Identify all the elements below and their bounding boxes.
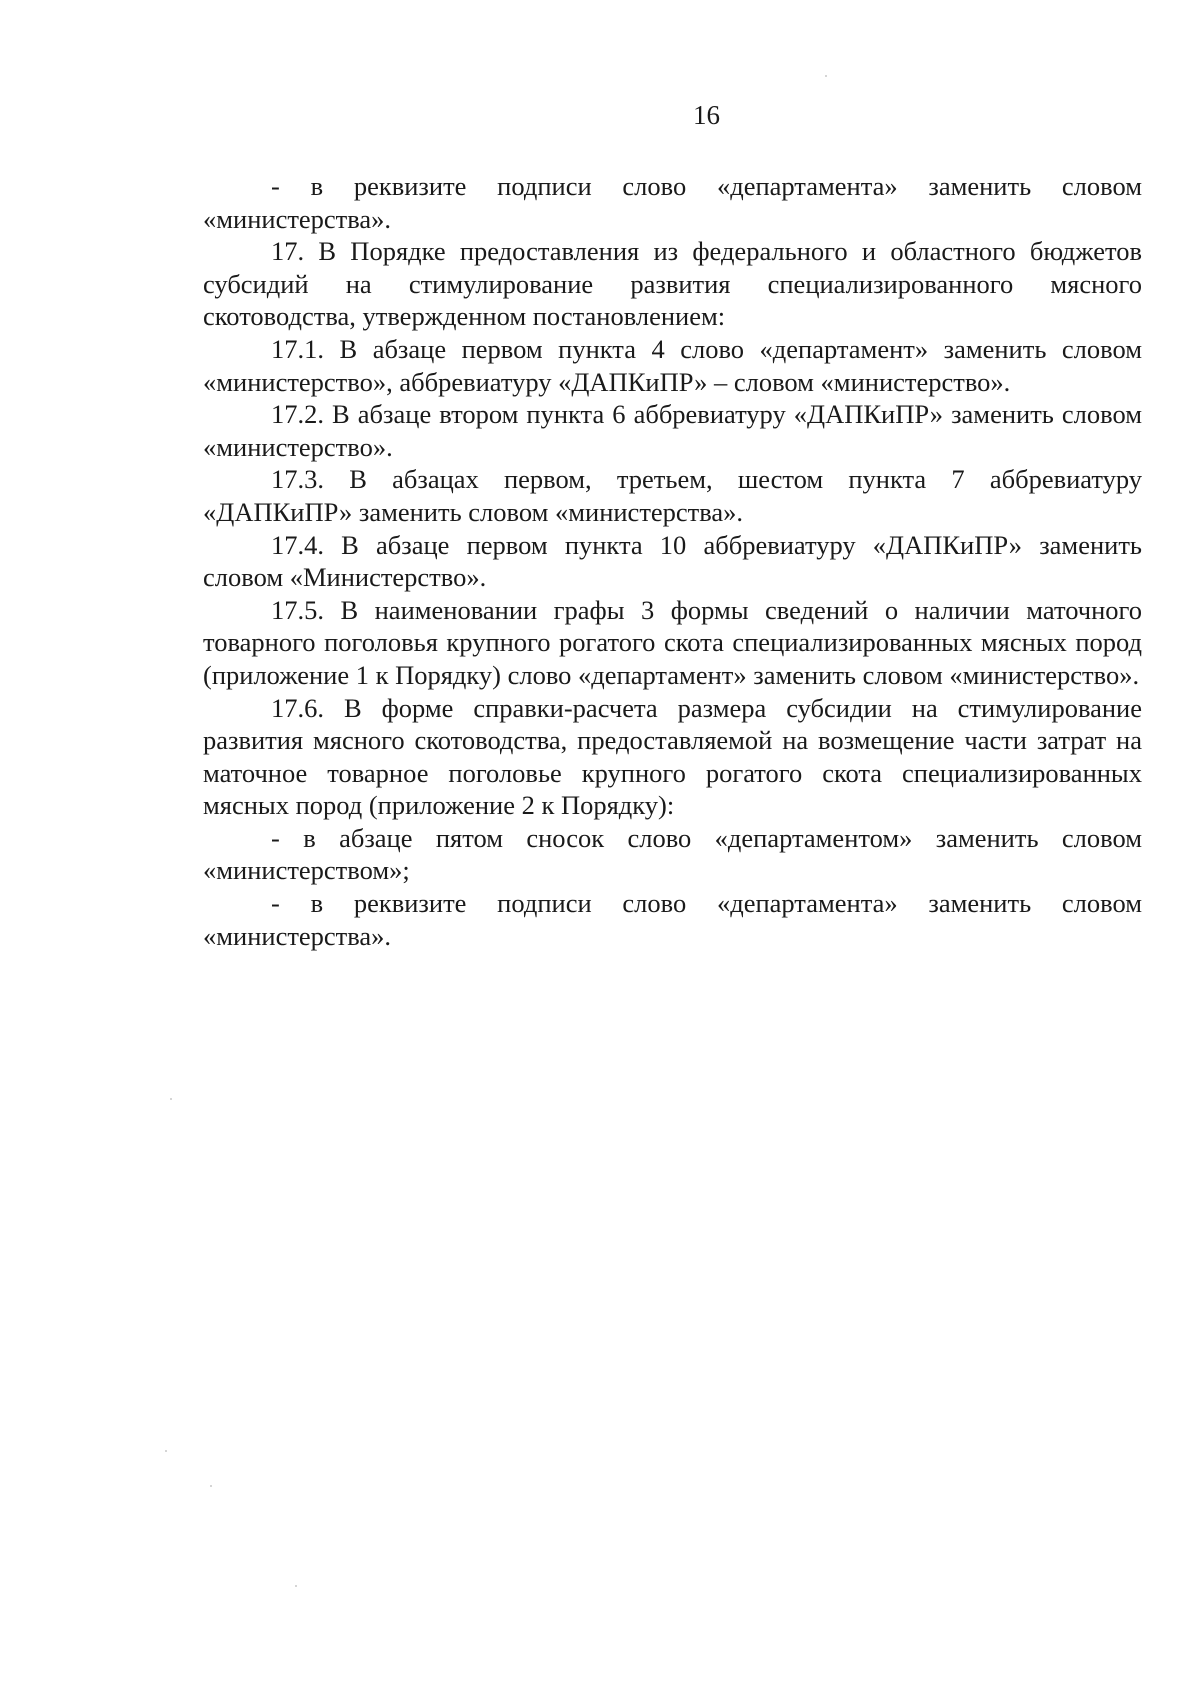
document-body	[203, 170, 1142, 952]
paragraph-item-17-3: 17.3. В абзацах первом, третьем, шестом пункта 7 аббревиатуру «ДАПКиПР» заменить словом «министерства».	[203, 464, 1142, 527]
paragraph-signature-change: - в реквизите подписи слово «департамента» заменить словом «министерства».	[203, 171, 1142, 234]
scan-speck	[165, 1450, 167, 1452]
scan-speck	[825, 75, 827, 77]
paragraph-item-17-2: 17.2. В абзаце втором пункта 6 аббревиатуру «ДАПКиПР» заменить словом «министерство».	[203, 399, 1142, 462]
paragraph-item-17-1: 17.1. В абзаце первом пункта 4 слово «департамент» заменить словом «министерство», аббревиатуру «ДАПКиПР» – словом «министерство».	[203, 333, 1142, 397]
page-number: 16	[693, 100, 720, 130]
paragraph-signature-change-final: - в реквизите подписи слово «департамента» заменить словом «министерства».	[203, 888, 1142, 951]
scan-speck	[170, 1098, 172, 1100]
paragraph-footnote-change: - в абзаце пятом сносок слово «департаментом» заменить словом «министерством»;	[203, 822, 1142, 886]
paragraph-item-17-5: 17.5. В наименовании графы 3 формы сведений о наличии маточного товарного поголовья крупного рогатого скота специализированных мясных пород (приложение 1 к Порядку) слово «департамент» заменить словом «министерство».	[203, 594, 1142, 690]
paragraph-item-17-4: 17.4. В абзаце первом пункта 10 аббревиатуру «ДАПКиПР» заменить словом «Министерство».	[203, 529, 1142, 593]
scan-speck	[210, 1485, 212, 1487]
scan-speck	[295, 1585, 297, 1587]
paragraph-item-17: 17. В Порядке предоставления из федерального и областного бюджетов субсидий на стимулирование развития специализированного мясного скотоводства, утвержденном постановлением:	[203, 236, 1142, 332]
paragraph-item-17-6: 17.6. В форме справки-расчета размера субсидии на стимулирование развития мясного скотоводства, предоставляемой на возмещение части затрат на маточное товарное поголовье крупного рогатого скота специализированных мясных пород (приложение 2 к Порядку):	[203, 692, 1142, 821]
